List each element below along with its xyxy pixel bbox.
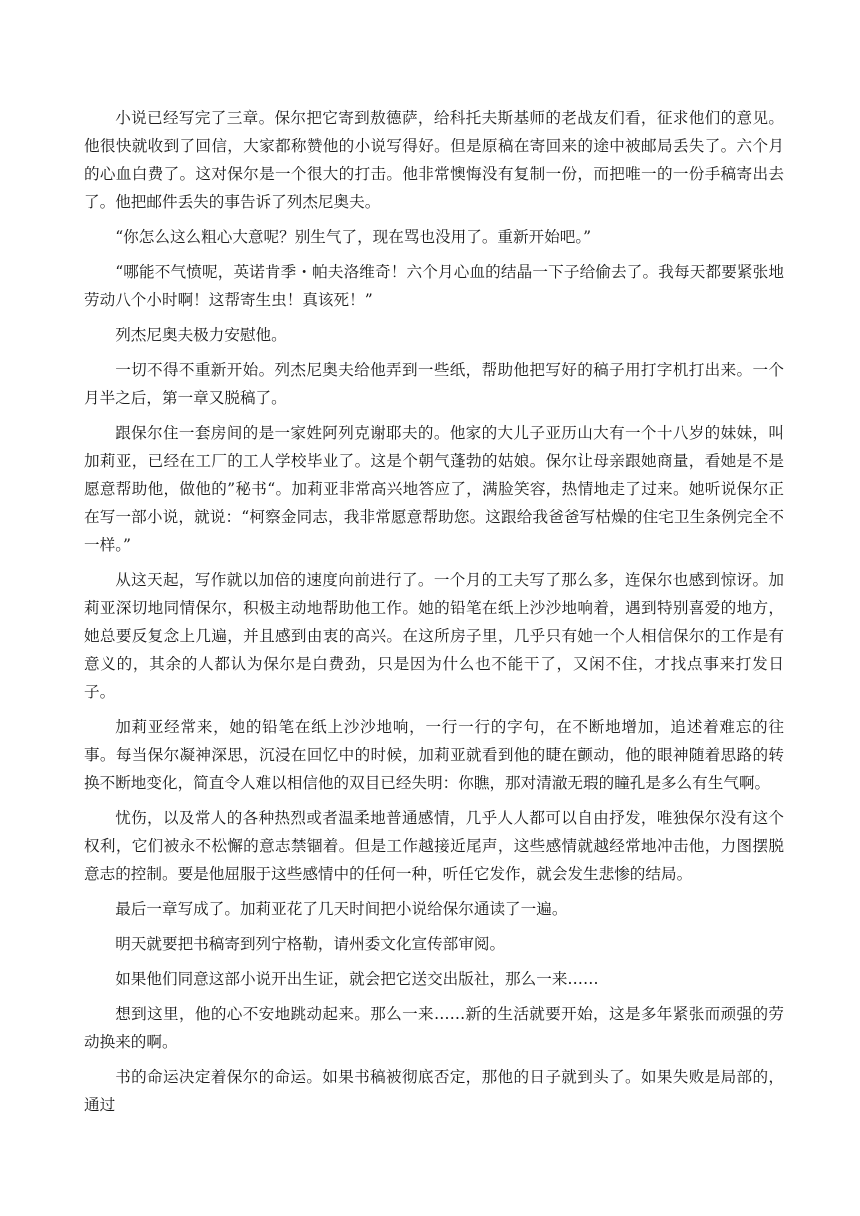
paragraph: 明天就要把书稿寄到列宁格勒，请州委文化宣传部审阅。 (115, 935, 506, 953)
paragraph: “哪能不气愤呢，英诺肯季・帕夫洛维奇！六个月心血的结晶一下子给偷去了。我每天都要紧张地劳动八个小时啊！这帮寄生虫！真该死！” (84, 263, 784, 309)
paragraph: 小说已经写完了三章。保尔把它寄到敖德萨，给科托夫斯基师的老战友们看，征求他们的意见。他很快就收到了回信，大家都称赞他的小说写得好。但是原稿在寄回来的途中被邮局丢失了。六个月的心血白费了。这对保尔是一个很大的打击。他非常懊悔没有复制一份，而把唯一的一份手稿寄出去了。他把邮件丢失的事告诉了列杰尼奥夫。 (84, 109, 784, 211)
paragraph: “你怎么这么粗心大意呢？别生气了，现在骂也没用了。重新开始吧。” (115, 228, 592, 246)
paragraph: 一切不得不重新开始。列杰尼奥夫给他弄到一些纸，帮助他把写好的稿子用打字机打出来。一个月半之后，第一章又脱稿了。 (84, 361, 784, 407)
paragraph: 跟保尔住一套房间的是一家姓阿列克谢耶夫的。他家的大儿子亚历山大有一个十八岁的妹妹，叫加莉亚，已经在工厂的工人学校毕业了。这是个朝气蓬勃的姑娘。保尔让母亲跟她商量，看她是不是愿意帮助他，做他的”秘书“。加莉亚非常高兴地答应了，满脸笑容，热情地走了过来。她听说保尔正在写一部小说，就说：“柯察金同志，我非常愿意帮助您。这跟给我爸爸写枯燥的住宅卫生条例完全不一样。” (84, 424, 784, 554)
document-body (84, 104, 784, 1126)
paragraph: 想到这里，他的心不安地跳动起来。那么一来……新的生活就要开始，这是多年紧张而顽强的劳动换来的啊。 (84, 1005, 784, 1051)
paragraph: 如果他们同意这部小说开出生证，就会把它送交出版社，那么一来…… (115, 970, 599, 988)
paragraph: 书的命运决定着保尔的命运。如果书稿被彻底否定，那他的日子就到头了。如果失败是局部的，通过 (84, 1068, 784, 1114)
paragraph: 列杰尼奥夫极力安慰他。 (115, 326, 287, 344)
paragraph: 加莉亚经常来，她的铅笔在纸上沙沙地响，一行一行的字句，在不断地增加，追述着难忘的往事。每当保尔凝神深思，沉浸在回忆中的时候，加莉亚就看到他的睫在颤动，他的眼神随着思路的转换不断地变化，简直令人难以相信他的双目已经失明：你瞧，那对清澈无瑕的瞳孔是多么有生气啊。 (84, 718, 784, 792)
paragraph: 最后一章写成了。加莉亚花了几天时间把小说给保尔通读了一遍。 (115, 900, 568, 918)
paragraph: 从这天起，写作就以加倍的速度向前进行了。一个月的工夫写了那么多，连保尔也感到惊讶。加莉亚深切地同情保尔，积极主动地帮助他工作。她的铅笔在纸上沙沙地响着，遇到特别喜爱的地方，她总要反复念上几遍，并且感到由衷的高兴。在这所房子里，几乎只有她一个人相信保尔的工作是有意义的，其余的人都认为保尔是白费劲，只是因为什么也不能干了，又闲不住，才找点事来打发日子。 (84, 571, 784, 701)
paragraph: 忧伤，以及常人的各种热烈或者温柔地普通感情，几乎人人都可以自由抒发，唯独保尔没有这个权利，它们被永不松懈的意志禁锢着。但是工作越接近尾声，这些感情就越经常地冲击他，力图摆脱意志的控制。要是他屈服于这些感情中的任何一种，听任它发作，就会发生悲惨的结局。 (84, 809, 784, 883)
